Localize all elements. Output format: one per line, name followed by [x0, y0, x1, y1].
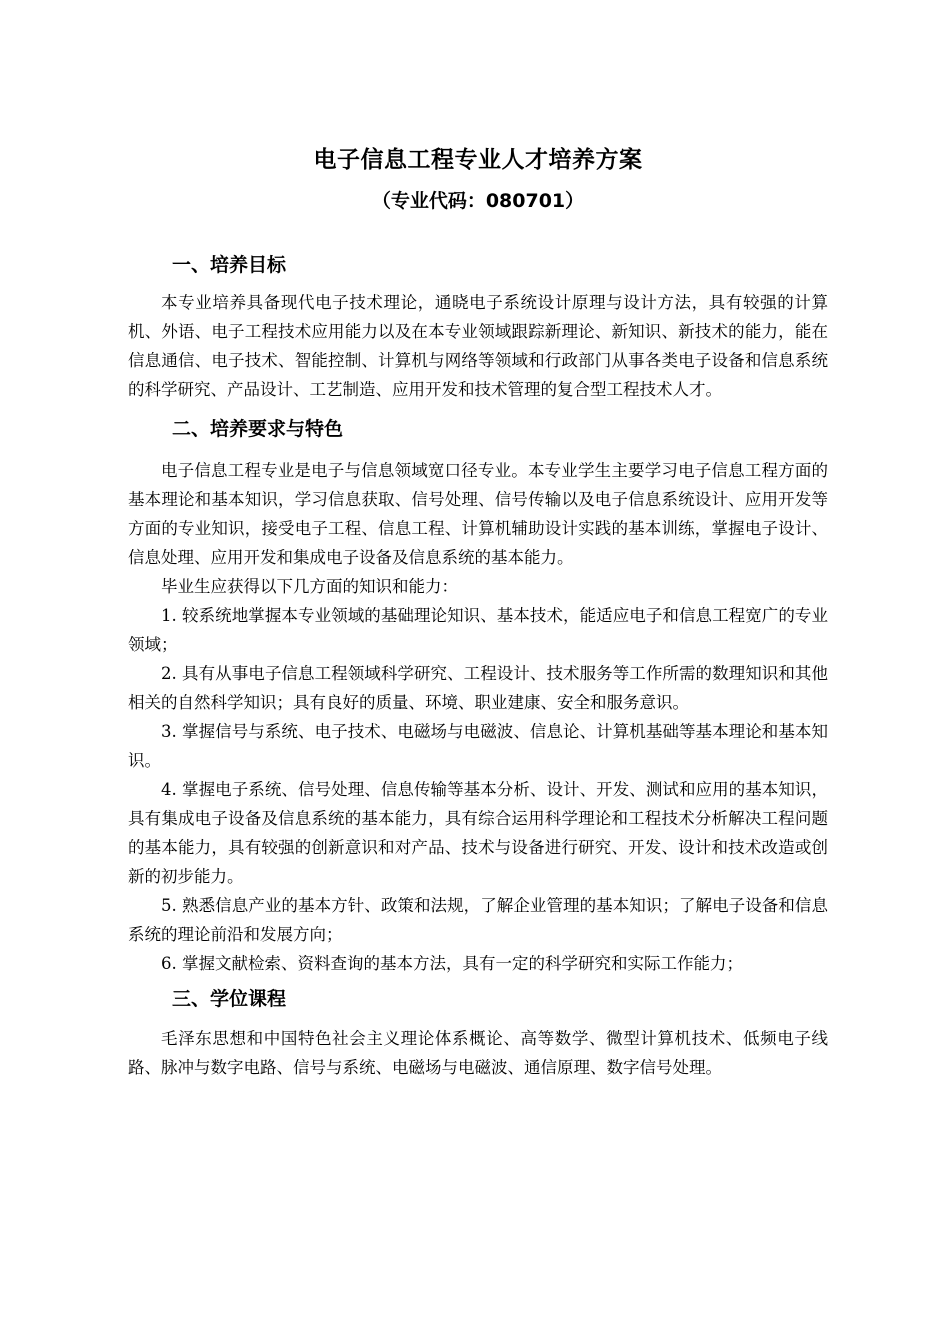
paragraph: 本专业培养具备现代电子技术理论，通晓电子系统设计原理与设计方法，具有较强的计算机、外语、电子工程技术应用能力以及在本专业领域跟踪新理论、新知识、新技术的能力，能在信息通信、电子技术、智能控制、计算机与网络等领域和行政部门从事各类电子设备和信息系统的科学研究、产品设计、工艺制造、应用开发和技术管理的复合型工程技术人才。	[128, 293, 828, 399]
list-item: 1. 较系统地掌握本专业领域的基础理论知识、基本技术，能适应电子和信息工程宽广的专业领域；	[128, 606, 828, 654]
paragraph: 毛泽东思想和中国特色社会主义理论体系概论、高等数学、微型计算机技术、低频电子线路、脉冲与数字电路、信号与系统、电磁场与电磁波、通信原理、数字信号处理。	[128, 1029, 828, 1077]
list-item: 6. 掌握文献检索、资料查询的基本方法，具有一定的科学研究和实际工作能力；	[161, 954, 743, 973]
section-heading-requirements: 二、培养要求与特色	[172, 418, 344, 440]
list-item: 2. 具有从事电子信息工程领域科学研究、工程设计、技术服务等工作所需的数理知识和其他相关的自然科学知识；具有良好的质量、环境、职业建康、安全和服务意识。	[128, 664, 828, 712]
document-page	[128, 140, 828, 1082]
paragraph: 电子信息工程专业是电子与信息领域宽口径专业。本专业学生主要学习电子信息工程方面的基本理论和基本知识，学习信息获取、信号处理、信号传输以及电子信息系统设计、应用开发等方面的专业知识，接受电子工程、信息工程、计算机辅助设计实践的基本训练，掌握电子设计、信息处理、应用开发和集成电子设备及信息系统的基本能力。	[128, 461, 828, 567]
list-item: 5. 熟悉信息产业的基本方针、政策和法规，了解企业管理的基本知识；了解电子设备和信息系统的理论前沿和发展方向；	[128, 896, 828, 944]
list-item: 4. 掌握电子系统、信号处理、信息传输等基本分析、设计、开发、测试和应用的基本知识，具有集成电子设备及信息系统的基本能力，具有综合运用科学理论和工程技术分析解决工程问题的基本能力，具有较强的创新意识和对产品、技术与设备进行研究、开发、设计和技术改造或创新的初步能力。	[128, 780, 828, 886]
section-heading-degree-courses: 三、学位课程	[172, 988, 287, 1010]
document-title: 电子信息工程专业人才培养方案	[313, 147, 643, 173]
document-subtitle: （专业代码：080701）	[371, 190, 585, 212]
list-item: 3. 掌握信号与系统、电子技术、电磁场与电磁波、信息论、计算机基础等基本理论和基本知识。	[128, 722, 828, 770]
section-heading-training-goal: 一、培养目标	[172, 254, 287, 276]
paragraph: 毕业生应获得以下几方面的知识和能力：	[161, 577, 458, 596]
